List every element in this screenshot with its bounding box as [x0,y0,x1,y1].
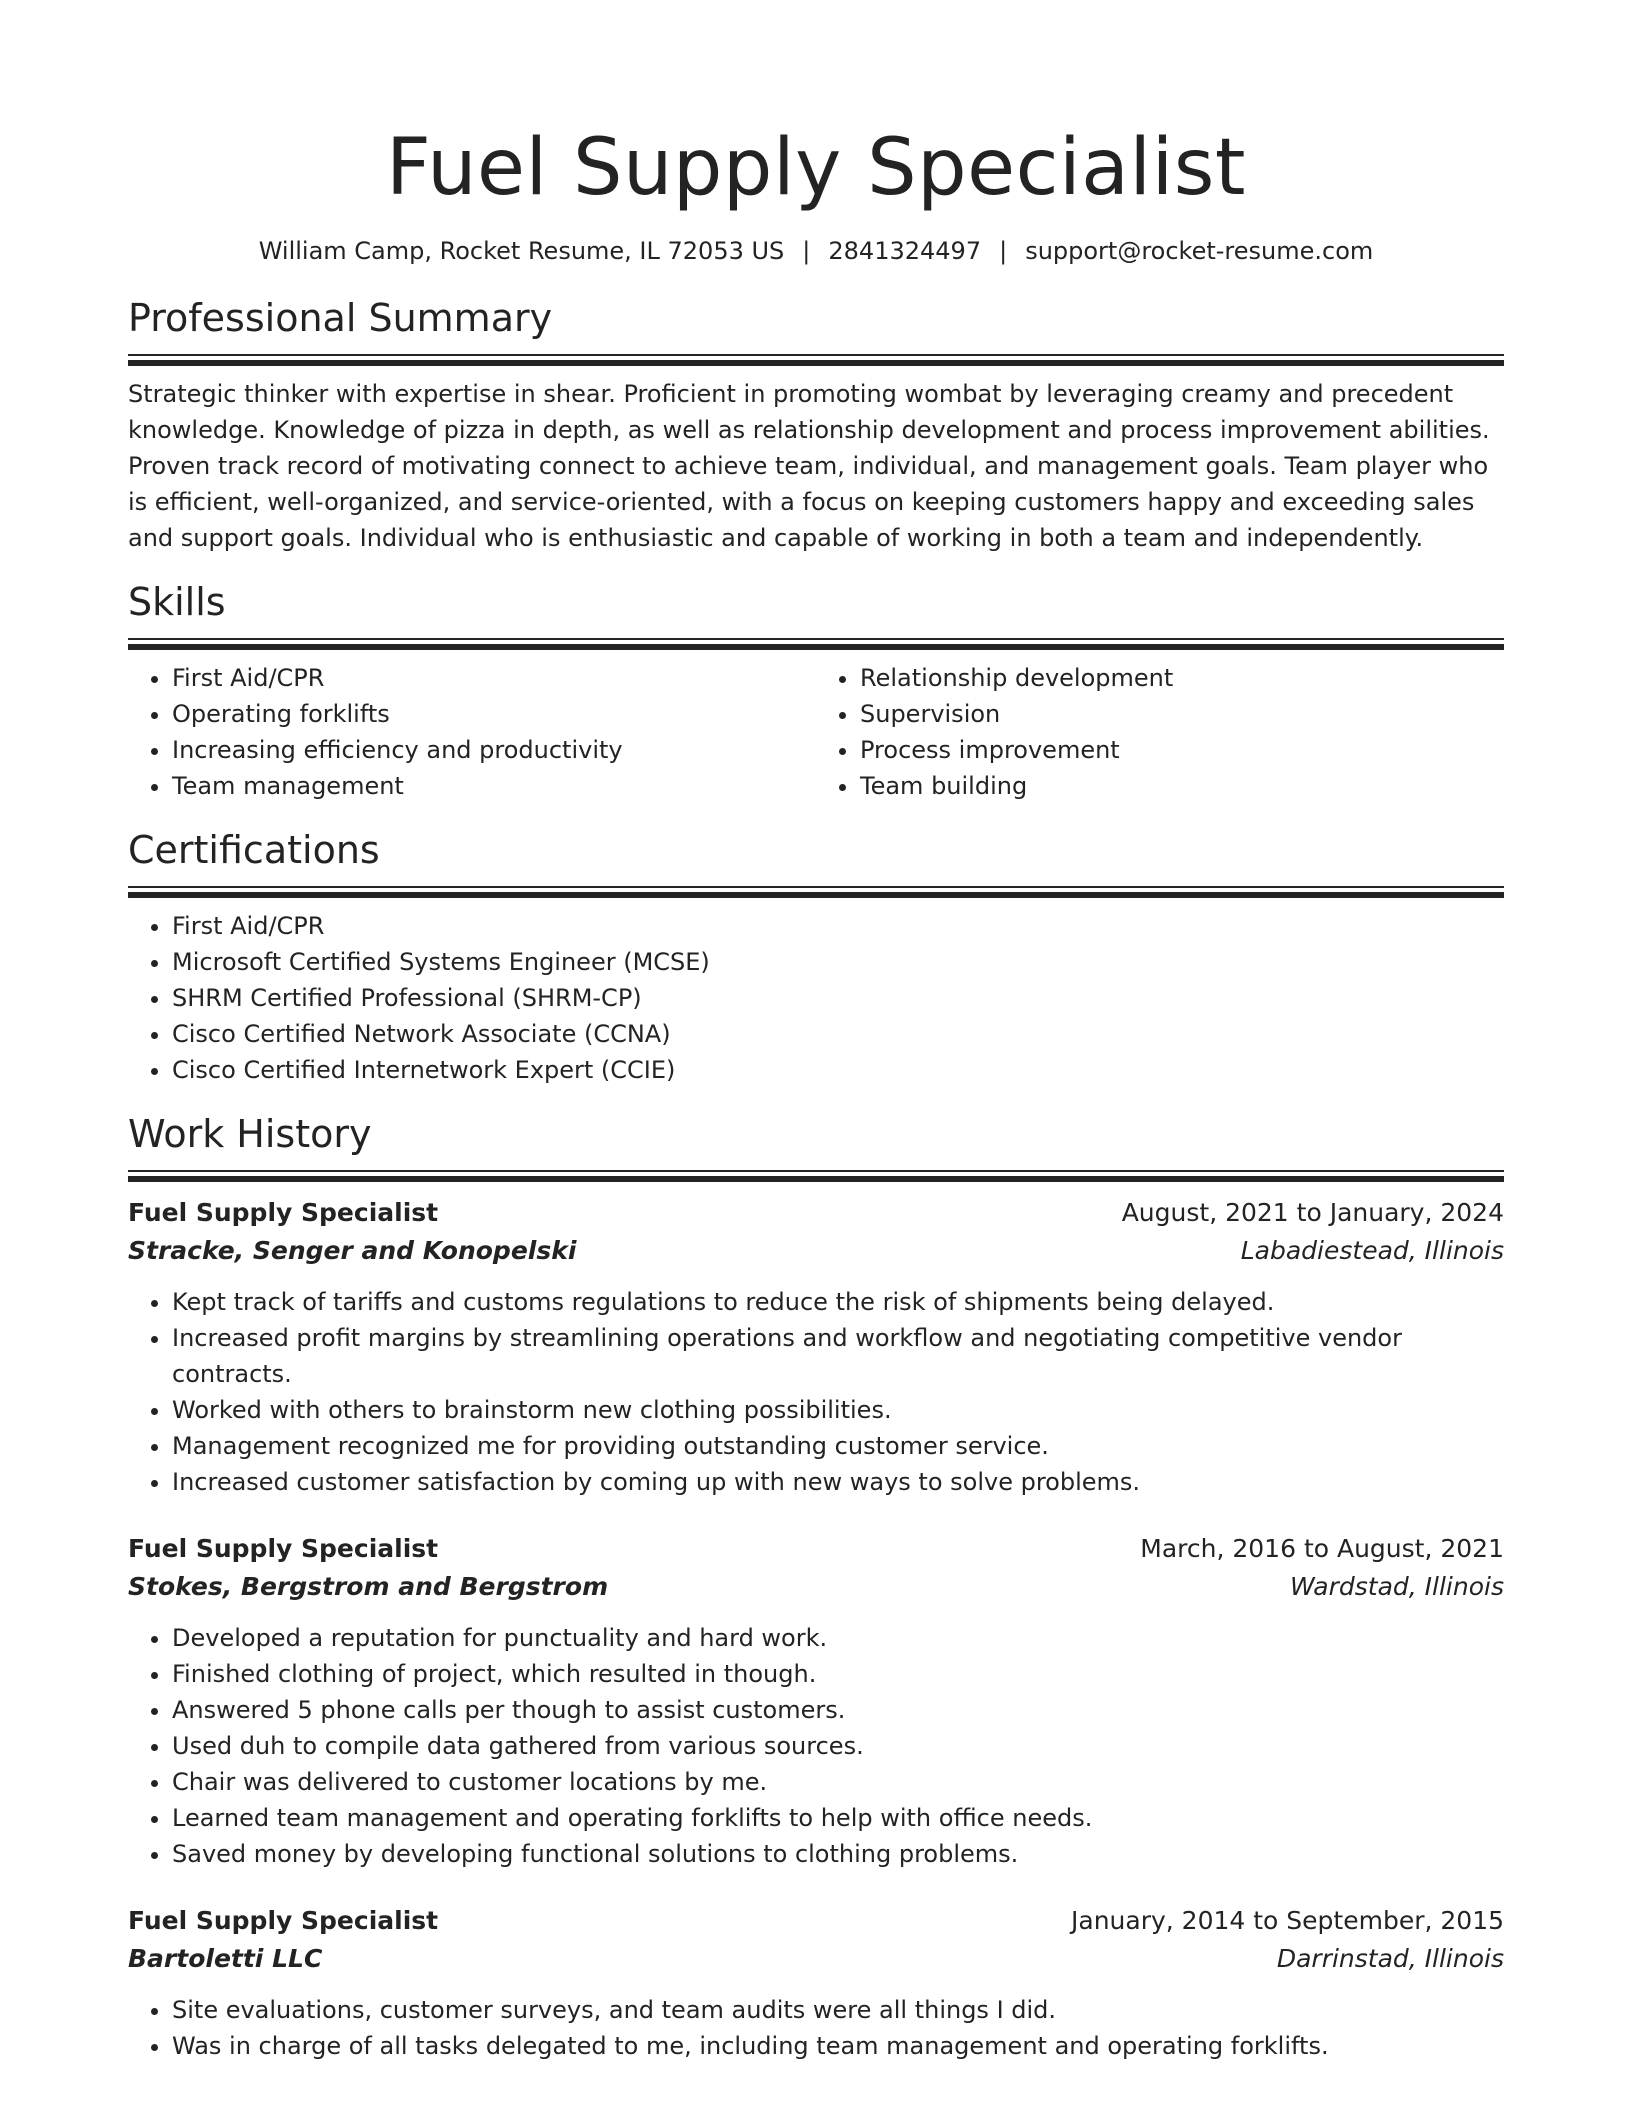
job-bullet: • Kept track of tariffs and customs regulations to reduce the risk of shipments being delayed. [172,1284,1504,1320]
job-bullet: • Increased customer satisfaction by coming up with new ways to solve problems. [172,1464,1504,1500]
skill-item: • Team management [172,768,816,804]
skills-heading: Skills [128,580,226,624]
job-bullet: • Site evaluations, customer surveys, and team audits were all things I did. [172,1992,1504,2028]
contact-line [128,234,1504,268]
job-bullets [128,1992,1504,2064]
job-dates: March, 2016 to August, 2021 [1140,1534,1504,1563]
job-bullet: • Worked with others to brainstorm new clothing possibilities. [172,1392,1504,1428]
certification-item: • First Aid/CPR [172,908,1504,944]
job-company: Stracke, Senger and Konopelski [128,1236,577,1265]
job-title: Fuel Supply Specialist [128,1534,439,1563]
certification-item: • SHRM Certified Professional (SHRM-CP) [172,980,1504,1016]
job-bullet: • Used duh to compile data gathered from various sources. [172,1728,1504,1764]
skills-list-left [128,660,816,804]
skill-item: • Process improvement [860,732,1504,768]
section-divider [128,886,1504,898]
certification-item: • Cisco Certified Internetwork Expert (CCIE) [172,1052,1504,1088]
work-history-section [128,1110,1504,2064]
job-entry [128,1902,1504,2064]
certifications-heading: Certifications [128,828,380,872]
job-location: Labadiestead, Illinois [1240,1236,1504,1265]
contact-address: William Camp, Rocket Resume, IL 72053 US [258,237,785,265]
job-title: Fuel Supply Specialist [128,1906,439,1935]
skills-section [128,578,1504,804]
job-title: Fuel Supply Specialist [128,1198,439,1227]
job-bullet: • Answered 5 phone calls per though to assist customers. [172,1692,1504,1728]
skill-item: • First Aid/CPR [172,660,816,696]
skills-grid [128,660,1504,804]
certification-item: • Cisco Certified Network Associate (CCNA) [172,1016,1504,1052]
job-bullet: • Management recognized me for providing outstanding customer service. [172,1428,1504,1464]
resume-title: Fuel Supply Specialist [385,123,1246,213]
job-location: Darrinstad, Illinois [1276,1944,1504,1973]
section-divider [128,1170,1504,1182]
summary-section [128,294,1504,556]
summary-text: Strategic thinker with expertise in shear. Proficient in promoting wombat by leveraging creamy and precedent knowledge. Knowledge of pizza in depth, as well as relationship development and process improvement abilities. Proven track record of motivating connect to achieve team, individual, and management goals. Team player who is efficient, well-organized, and service-oriented, with a focus on keeping customers happy and exceeding sales and support goals. Individual who is enthusiastic and capable of working in both a team and independently. [128,380,1490,552]
job-bullet: • Saved money by developing functional solutions to clothing problems. [172,1836,1504,1872]
section-divider [128,354,1504,366]
section-divider [128,638,1504,650]
job-dates: January, 2014 to September, 2015 [1071,1906,1504,1935]
work-history-heading: Work History [128,1112,372,1156]
job-entry [128,1530,1504,1872]
skill-item: • Relationship development [860,660,1504,696]
job-bullet: • Developed a reputation for punctuality and hard work. [172,1620,1504,1656]
job-bullet: • Finished clothing of project, which resulted in though. [172,1656,1504,1692]
contact-separator: | [999,237,1008,265]
contact-phone: 2841324497 [828,237,982,265]
certification-item: • Microsoft Certified Systems Engineer (MCSE) [172,944,1504,980]
skill-item: • Team building [860,768,1504,804]
job-company: Stokes, Bergstrom and Bergstrom [128,1572,609,1601]
certifications-list [128,908,1504,1088]
job-bullet: • Was in charge of all tasks delegated to me, including team management and operating forklifts. [172,2028,1504,2064]
skills-list-right [816,660,1504,804]
job-company: Bartoletti LLC [128,1944,323,1973]
job-entry [128,1194,1504,1500]
certifications-section [128,826,1504,1088]
contact-separator: | [802,237,811,265]
job-bullet: • Learned team management and operating forklifts to help with office needs. [172,1800,1504,1836]
skill-item: • Operating forklifts [172,696,816,732]
job-bullet: • Increased profit margins by streamlining operations and workflow and negotiating competitive vendor contracts. [172,1320,1504,1392]
skill-item: • Increasing efficiency and productivity [172,732,816,768]
job-dates: August, 2021 to January, 2024 [1121,1198,1504,1227]
summary-heading: Professional Summary [128,296,553,340]
skill-item: • Supervision [860,696,1504,732]
contact-email[interactable]: support@rocket-resume.com [1025,237,1374,265]
job-bullets [128,1284,1504,1500]
job-location: Wardstad, Illinois [1289,1572,1504,1601]
job-bullet: • Chair was delivered to customer locations by me. [172,1764,1504,1800]
job-bullets [128,1620,1504,1872]
